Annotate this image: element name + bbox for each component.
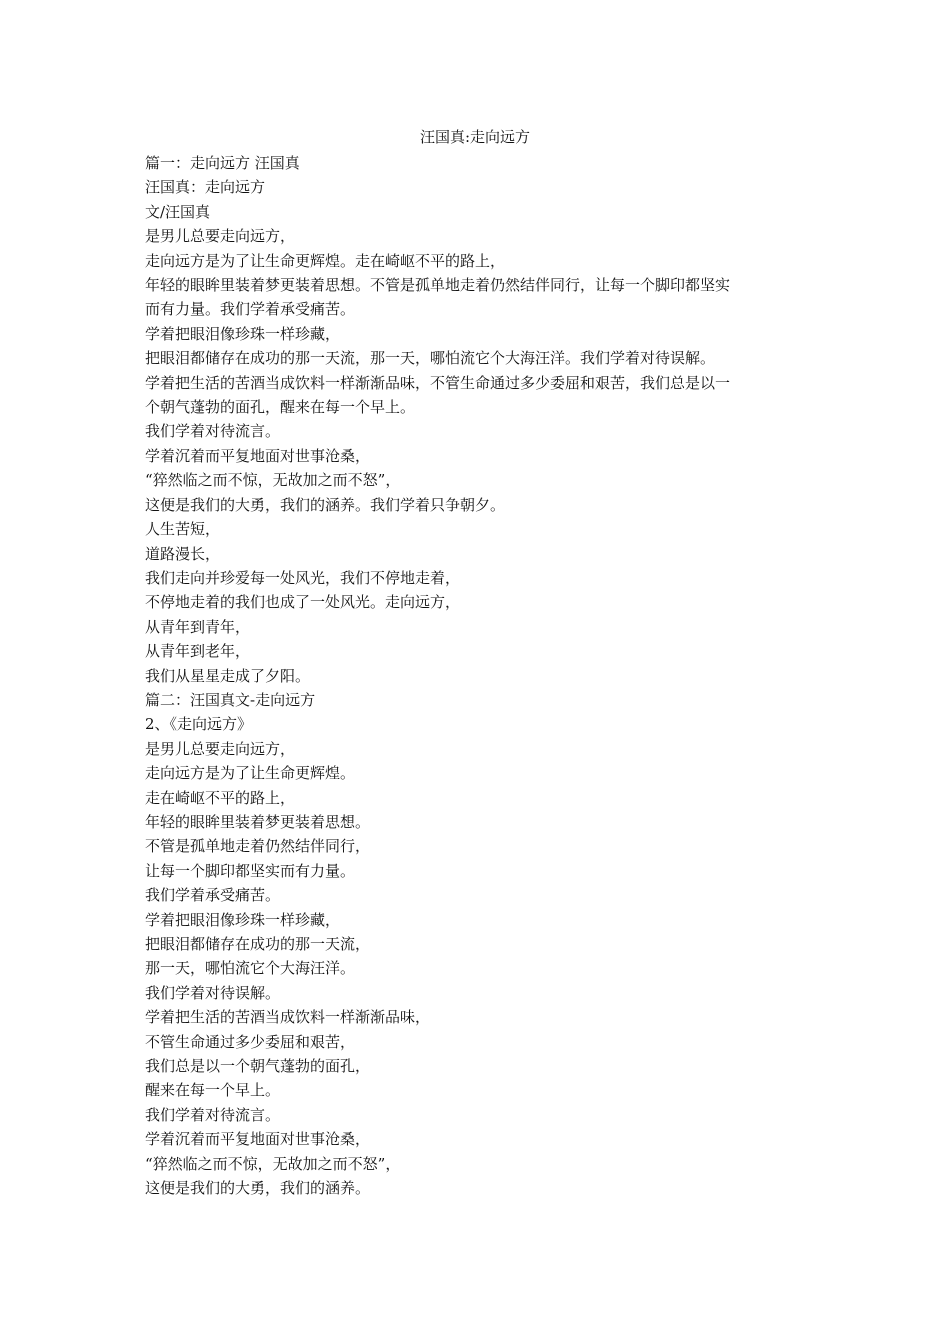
- text-line: 走向远方是为了让生命更辉煌。走在崎岖不平的路上，: [145, 251, 506, 270]
- text-line: 我们学着对待误解。: [145, 983, 281, 1002]
- text-line: 人生苦短，: [145, 520, 221, 539]
- text-line: 学着沉着而平复地面对世事沧桑，: [145, 446, 371, 465]
- text-line: 是男儿总要走向远方，: [145, 739, 296, 758]
- text-line: 学着沉着而平复地面对世事沧桑，: [145, 1130, 371, 1149]
- text-line: 篇二：汪国真文-走向远方: [145, 690, 316, 709]
- text-line: 学着把生活的苦酒当成饮料一样渐渐品味，: [145, 1008, 431, 1027]
- text-line: 我们学着承受痛苦。: [145, 886, 281, 905]
- document-title: 汪国真:走向远方: [419, 128, 531, 146]
- text-line: 把眼泪都储存在成功的那一天流，那一天，哪怕流它个大海汪洋。我们学着对待误解。: [145, 349, 716, 368]
- document-body: [145, 151, 810, 1200]
- text-line: 我们学着对待流言。: [145, 1105, 281, 1124]
- text-line: 让每一个脚印都坚实而有力量。: [145, 861, 356, 880]
- text-line: 学着把眼泪像珍珠一样珍藏，: [145, 324, 341, 343]
- text-line: 年轻的眼眸里装着梦更装着思想。不管是孤单地走着仍然结伴同行，让每一个脚印都坚实: [145, 276, 731, 295]
- text-line: 而有力量。我们学着承受痛苦。: [145, 300, 356, 319]
- text-line: 是男儿总要走向远方，: [145, 227, 296, 246]
- text-line: 这便是我们的大勇，我们的涵养。我们学着只争朝夕。: [145, 495, 506, 514]
- text-line: 汪国真：走向远方: [145, 178, 266, 197]
- text-line: 从青年到老年，: [145, 642, 251, 661]
- text-line: 不管生命通过多少委屈和艰苦，: [145, 1032, 356, 1051]
- text-line: 这便是我们的大勇，我们的涵养。: [145, 1179, 371, 1198]
- text-line: 不停地走着的我们也成了一处风光。走向远方，: [145, 593, 461, 612]
- text-line: 2、《走向远方》: [145, 715, 253, 734]
- text-line: 篇一：走向远方 汪国真: [145, 154, 300, 172]
- text-line: 不管是孤单地走着仍然结伴同行，: [145, 837, 371, 856]
- text-line: 文/汪国真: [145, 202, 211, 221]
- text-line: 年轻的眼眸里装着梦更装着思想。: [145, 812, 371, 831]
- text-line: 我们从星星走成了夕阳。: [145, 666, 311, 685]
- text-line: 学着把生活的苦酒当成饮料一样渐渐品味，不管生命通过多少委屈和艰苦，我们总是以一: [145, 373, 731, 392]
- text-line: 醒来在每一个早上。: [145, 1081, 281, 1100]
- text-line: 从青年到青年，: [145, 617, 251, 636]
- text-line: 走在崎岖不平的路上，: [145, 788, 296, 807]
- text-line: 学着把眼泪像珍珠一样珍藏，: [145, 910, 341, 929]
- text-line: 我们总是以一个朝气蓬勃的面孔，: [145, 1057, 371, 1076]
- text-line: 我们走向并珍爱每一处风光，我们不停地走着，: [145, 568, 461, 587]
- text-line: “猝然临之而不惊，无故加之而不怒”，: [145, 471, 401, 490]
- text-line: 我们学着对待流言。: [145, 422, 281, 441]
- text-line: 把眼泪都储存在成功的那一天流，: [145, 935, 371, 953]
- text-line: 道路漫长，: [145, 544, 221, 563]
- text-line: 走向远方是为了让生命更辉煌。: [145, 764, 356, 783]
- text-line: 个朝气蓬勃的面孔，醒来在每一个早上。: [145, 398, 416, 417]
- text-line: “猝然临之而不惊，无故加之而不怒”，: [145, 1154, 401, 1173]
- text-line: 那一天，哪怕流它个大海汪洋。: [145, 959, 356, 978]
